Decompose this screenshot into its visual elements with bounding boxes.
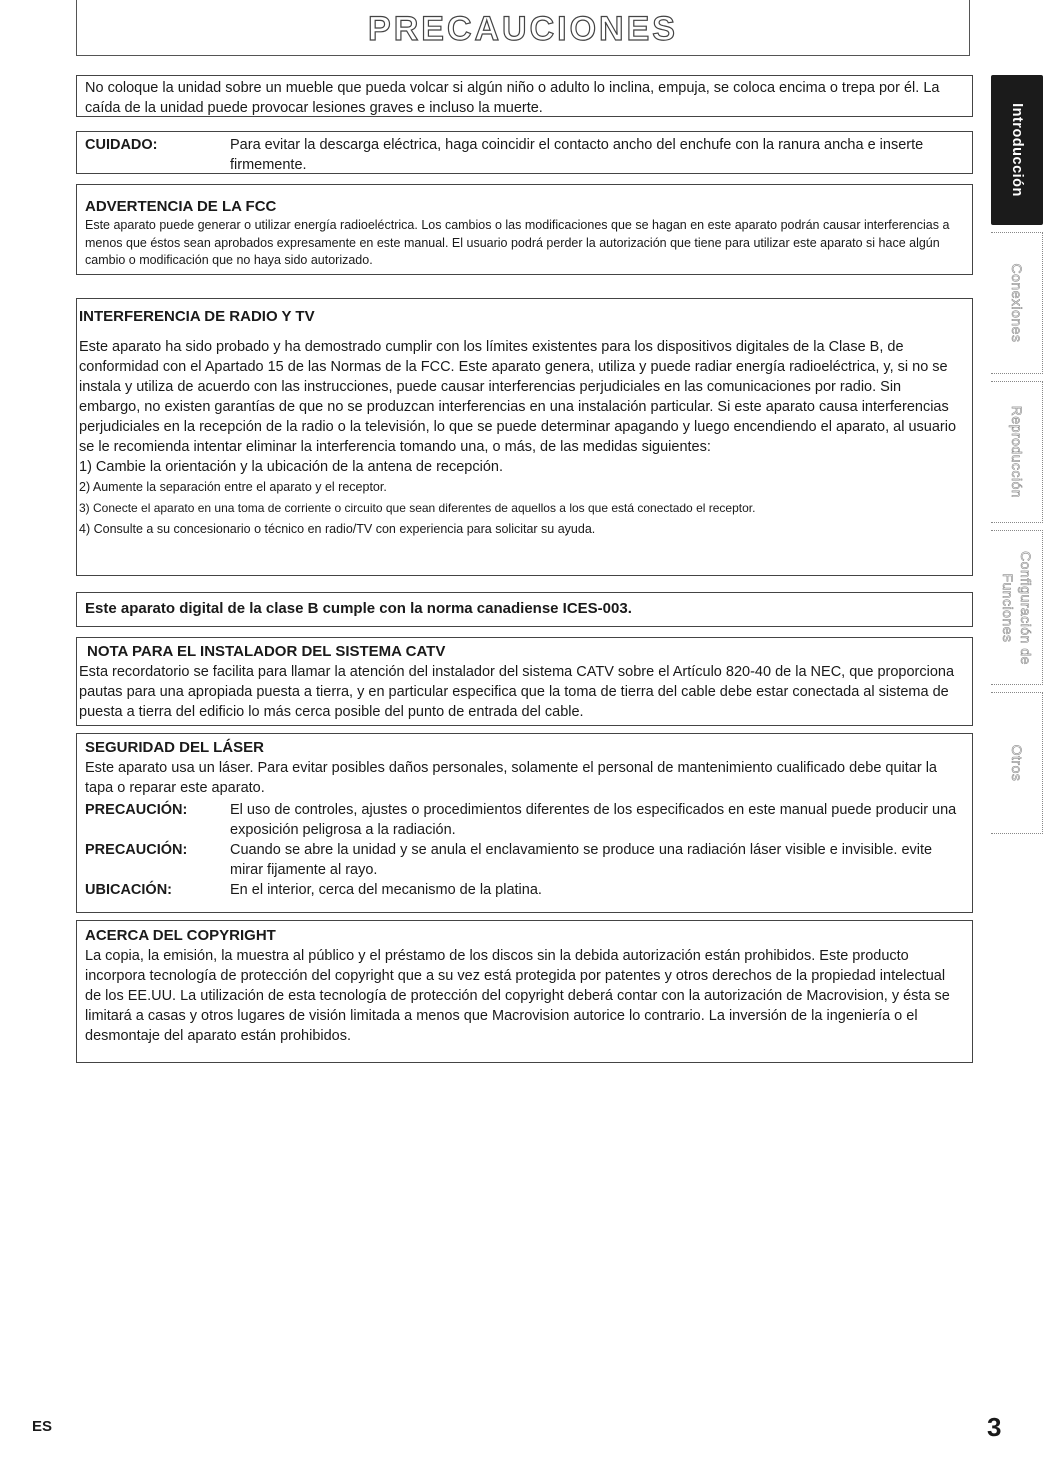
tab-configuracion-label [999,551,1035,665]
laser-row-3-label: UBICACIÓN: [85,882,172,898]
laser-row-2-label: PRECAUCIÓN: [85,842,188,858]
radio-tv-item-1: 1) Cambie la orientación y la ubicación de la antena de recepción. [79,459,503,475]
tab-reproduccion-label: Reproducción [1008,405,1025,499]
tip-warning-box [76,75,973,117]
radio-tv-item-3: 3) Conecte el aparato en una toma de corriente o circuito que sean diferentes de aquellos a los que está conectado el receptor. [79,501,756,515]
radio-tv-box [76,298,973,576]
cuidado-text: Para evitar la descarga eléctrica, haga coincidir el contacto ancho del enchufe con la ranura ancha e inserte firmemente. [230,137,924,173]
tab-configuracion[interactable] [991,530,1043,685]
radio-tv-text: Este aparato ha sido probado y ha demostrado cumplir con los límites existentes para los dispositivos digitales de la Clase B, de conformidad con el Apartado 15 de las Normas de la FCC. Este aparato genera, utiliza y puede radiar energía radioeléctrica, y, si no se instala y utiliza de acuerdo con las instrucciones, puede causar interferencias perjudiciales en las comunicaciones por radio. Sin embargo, no existen garantías de que no se produzcan interferencias en una instalación particular. Si este aparato causa interferencias perjudiciales en la recepción de la radio o la televisión, lo que se puede determinar apagando y luego encendiendo el aparato, al usuario se le recomienda intentar eliminar la interferencia tomando una, o más, de las medidas siguientes: [79,339,957,455]
catv-heading: NOTA PARA EL INSTALADOR DEL SISTEMA CATV [87,643,446,660]
laser-row-3 [85,880,964,900]
tab-reproduccion[interactable] [991,381,1043,523]
copyright-heading: ACERCA DEL COPYRIGHT [85,927,276,944]
laser-row-3-text: En el interior, cerca del mecanismo de la platina. [230,882,542,898]
page-title-box [76,0,970,56]
tab-introduccion[interactable] [991,75,1043,225]
laser-box [76,733,973,913]
footer-page-number: 3 [987,1412,1002,1442]
copyright-box [76,920,973,1063]
copyright-text: La copia, la emisión, la muestra al público y el préstamo de los discos sin la debida autorización están prohibidos. Este producto incorpora tecnología de protección del copyright que a su vez está protegida por patentes y otros derechos de la propiedad intelectual de los EE.UU. La utilización de esta tecnología de protección del copyright deberá contar con la autorización de Macrovision, y ésta se limitará a casas y otros lugares de visión limitada a menos que Macrovision autorice lo contrario. La inversión de la ingeniería o el desmontaje del aparato están prohibidos. [85,948,950,1044]
fcc-box [76,184,973,275]
laser-text: Este aparato usa un láser. Para evitar posibles daños personales, solamente el personal de mantenimiento cualificado debe quitar la tapa o reparar este aparato. [85,760,937,796]
tab-introduccion-label: Introducción [1009,103,1025,197]
tab-conexiones[interactable] [991,232,1043,374]
laser-heading: SEGURIDAD DEL LÁSER [85,739,264,756]
canada-text: Este aparato digital de la clase B cumple con la norma canadiense ICES-003. [85,600,632,617]
footer-language: ES [32,1418,53,1435]
catv-text: Esta recordatorio se facilita para llamar la atención del instalador del sistema CATV sobre el Artículo 820-40 de la NEC, que proporciona pautas para una apropiada puesta a tierra, y en particular especifica que la toma de tierra del cable debe estar conectada al sistema de puesta a tierra del edificio lo más cerca posible del punto de entrada del cable. [79,664,955,720]
laser-row-1-text: El uso de controles, ajustes o procedimientos diferentes de los especificados en este manual puede producir una exposición peligrosa a la radiación. [230,802,957,838]
radio-tv-item-2: 2) Aumente la separación entre el aparato y el receptor. [79,480,387,494]
radio-tv-item-4: 4) Consulte a su concesionario o técnico en radio/TV con experiencia para solicitar su ayuda. [79,522,596,536]
canada-box [76,592,973,627]
catv-box [76,637,973,726]
laser-row-2 [85,840,964,880]
tab-otros[interactable] [991,692,1043,834]
tab-configuracion-line1: Configuración de [1017,550,1034,665]
radio-tv-heading: INTERFERENCIA DE RADIO Y TV [79,308,315,325]
laser-row-1-label: PRECAUCIÓN: [85,802,188,818]
laser-row-1 [85,800,964,840]
fcc-heading: ADVERTENCIA DE LA FCC [85,198,277,215]
cuidado-box [76,131,973,174]
tab-otros-label: Otros [1008,744,1025,782]
tip-warning-text: No coloque la unidad sobre un mueble que pueda volcar si algún niño o adulto lo inclina, empuja, se coloca encima o trepa por él. La caída de la unidad puede provocar lesiones graves e incluso la muerte. [85,80,940,116]
tab-conexiones-label: Conexiones [1008,263,1025,343]
page-title: PRECAUCIONES [368,10,678,48]
fcc-text: Este aparato puede generar o utilizar energía radioeléctrica. Los cambios o las modificaciones que se hagan en este aparato podrán causar interferencias a menos que éstos sean aprobados expresamente en este manual. El usuario podrá perder la autorización que tiene para utilizar este aparato si hace algún cambio o modificación que no haya sido autorizado. [85,218,950,267]
cuidado-label: CUIDADO: [85,137,158,153]
tab-configuracion-line2: Funciones [999,572,1016,643]
laser-row-2-text: Cuando se abre la unidad y se anula el enclavamiento se produce una radiación láser visible e invisible. evite mirar fijamente al rayo. [230,842,933,878]
